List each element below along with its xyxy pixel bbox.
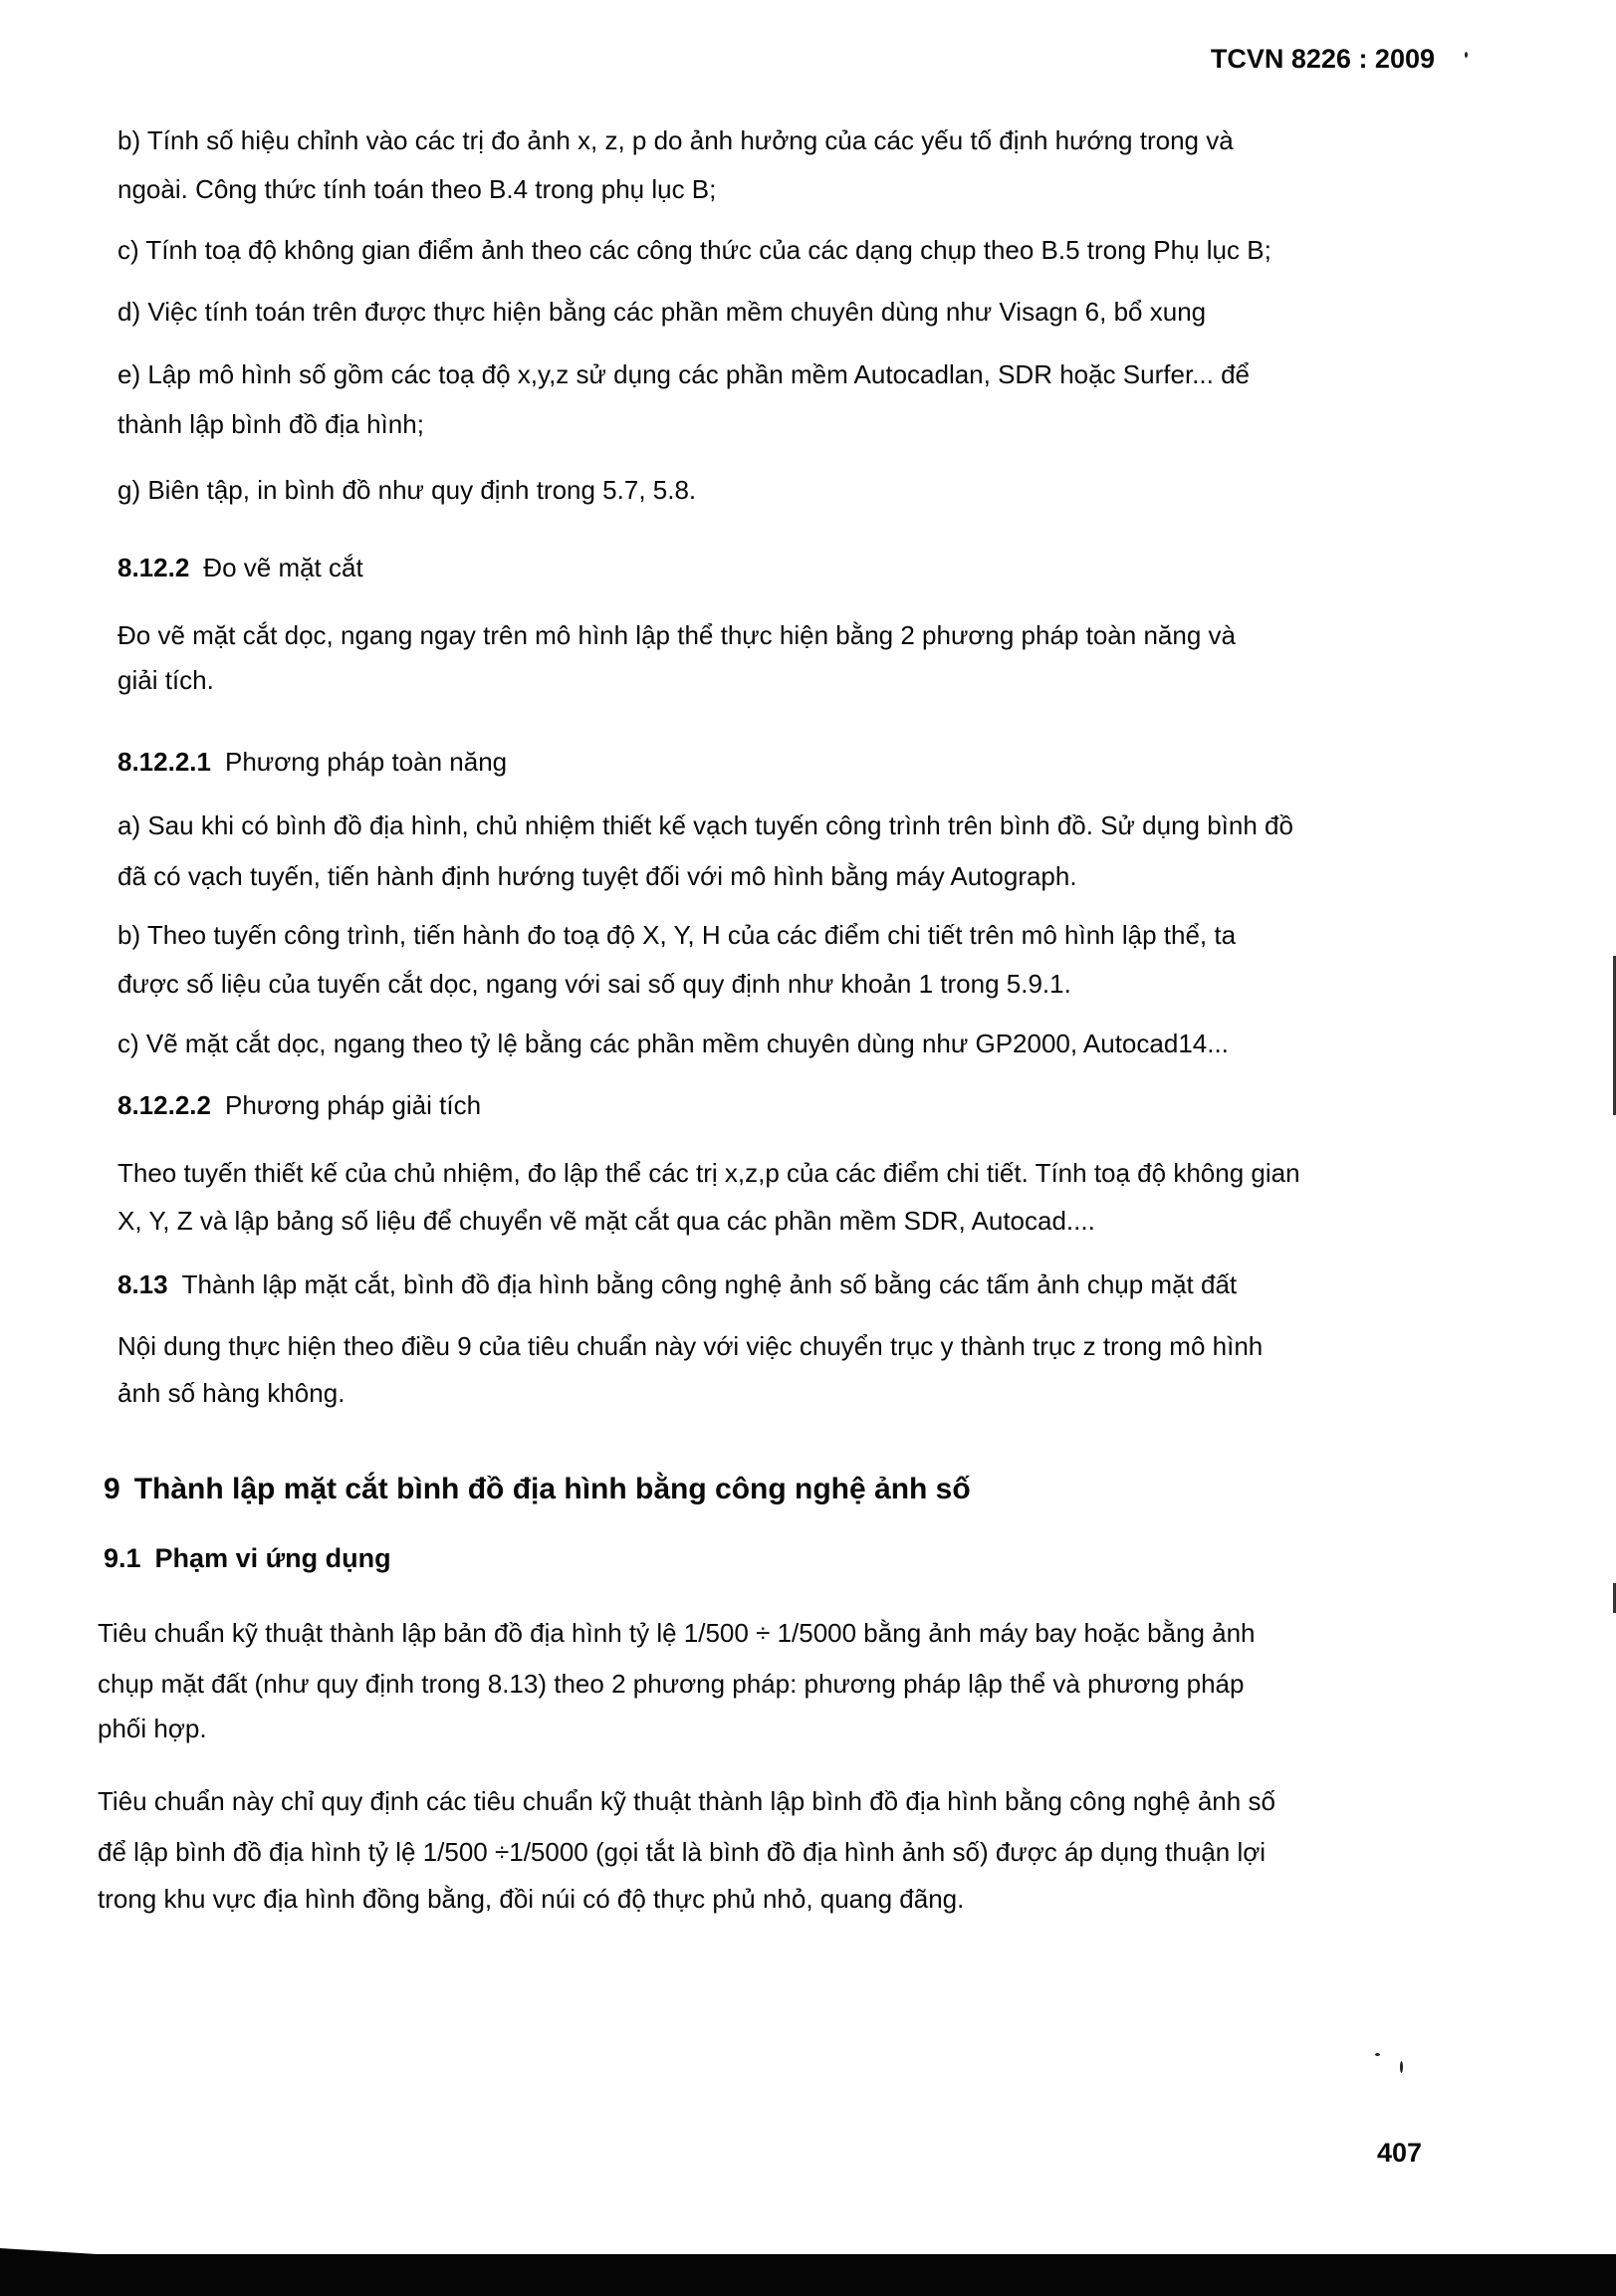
scan-shadow-bar [0,2254,1616,2296]
section-number: 8.12.2 [117,553,190,582]
paragraph-line: đã có vạch tuyến, tiến hành định hướng tuyệt đối với mô hình bằng máy Autograph. [117,861,1077,891]
paragraph-line: X, Y, Z và lập bảng số liệu để chuyển vẽ mặt cắt qua các phần mềm SDR, Autocad.... [117,1206,1095,1236]
section-heading-8-12-2 [117,553,363,582]
section-title: Thành lập mặt cắt bình đồ địa hình bằng công nghệ ảnh số [133,1473,971,1505]
scan-speck [1465,52,1468,58]
section-number: 9 [104,1473,120,1505]
section-heading-8-12-2-2 [117,1090,481,1120]
chapter-heading-9 [104,1475,971,1504]
paragraph-line: trong khu vực địa hình đồng bằng, đồi núi có độ thực phủ nhỏ, quang đãng. [98,1884,965,1914]
section-title: Thành lập mặt cắt, bình đồ địa hình bằng công nghệ ảnh số bằng các tấm ảnh chụp mặt đất [181,1269,1238,1299]
paragraph-line: để lập bình đồ địa hình tỷ lệ 1/500 ÷1/5000 (gọi tắt là bình đồ địa hình ảnh số) được áp dụng thuận lợi [98,1837,1267,1867]
section-title: Phương pháp toàn năng [224,747,508,777]
paragraph-line: phối hợp. [98,1714,207,1743]
section-heading-9-1 [104,1543,391,1573]
paragraph-line: Tiêu chuẩn này chỉ quy định các tiêu chuẩn kỹ thuật thành lập bình đồ địa hình bằng công nghệ ảnh số [98,1786,1275,1816]
paragraph-line: b) Theo tuyến công trình, tiến hành đo toạ độ X, Y, H của các điểm chi tiết trên mô hình lập thể, ta [117,920,1237,950]
section-heading-8-12-2-1 [117,747,507,777]
paragraph-line: được số liệu của tuyến cắt dọc, ngang với sai số quy định như khoản 1 trong 5.9.1. [117,969,1071,999]
section-heading-8-13 [117,1269,1237,1299]
section-title: Phạm vi ứng dụng [154,1543,391,1573]
paragraph-line: b) Tính số hiệu chỉnh vào các trị đo ảnh x, z, p do ảnh hưởng của các yếu tố định hướng trong và [117,125,1234,155]
standard-code-header: TCVN 8226 : 2009 [1210,44,1435,74]
paragraph-line: Đo vẽ mặt cắt dọc, ngang ngay trên mô hình lập thể thực hiện bằng 2 phương pháp toàn năng và [117,620,1236,650]
paragraph-line: Theo tuyến thiết kế của chủ nhiệm, đo lập thể các trị x,z,p của các điểm chi tiết. Tính toạ độ không gian [117,1158,1300,1188]
scan-speck [1375,2053,1380,2056]
scan-speck [1400,2061,1403,2073]
paragraph-line: thành lập bình đồ địa hình; [117,409,424,439]
paragraph-line: c) Vẽ mặt cắt dọc, ngang theo tỷ lệ bằng các phần mềm chuyên dùng như GP2000, Autocad14... [117,1029,1229,1058]
paragraph-line: a) Sau khi có bình đồ địa hình, chủ nhiệm thiết kế vạch tuyến công trình trên bình đồ. Sử dụng bình đồ [117,810,1293,840]
paragraph-line: d) Việc tính toán trên được thực hiện bằng các phần mềm chuyên dùng như Visagn 6, bổ xung [117,297,1207,327]
paragraph-line: chụp mặt đất (như quy định trong 8.13) theo 2 phương pháp: phương pháp lập thể và phương pháp [98,1669,1245,1699]
section-number: 8.12.2.2 [117,1090,211,1120]
section-number: 8.13 [117,1269,168,1299]
paragraph-line: g) Biên tập, in bình đồ như quy định trong 5.7, 5.8. [117,475,697,505]
paragraph-line: c) Tính toạ độ không gian điểm ảnh theo các công thức của các dạng chụp theo B.5 trong Phụ lục B; [117,235,1271,265]
section-number: 9.1 [104,1543,141,1573]
paragraph-line: giải tích. [117,665,214,695]
paragraph-line: ngoài. Công thức tính toán theo B.4 trong phụ lục B; [117,174,717,204]
paragraph-line: Tiêu chuẩn kỹ thuật thành lập bản đồ địa hình tỷ lệ 1/500 ÷ 1/5000 bằng ảnh máy bay hoặc bằng ảnh [98,1618,1256,1648]
paragraph-line: ảnh số hàng không. [117,1378,346,1408]
page-number: 407 [1377,2138,1423,2168]
paragraph-line: e) Lập mô hình số gồm các toạ độ x,y,z sử dụng các phần mềm Autocadlan, SDR hoặc Surfer... để [117,359,1250,389]
section-title: Đo vẽ mặt cắt [203,553,363,582]
section-title: Phương pháp giải tích [224,1090,482,1120]
paragraph-line: Nội dung thực hiện theo điều 9 của tiêu chuẩn này với việc chuyển trục y thành trục z trong mô hình [117,1331,1264,1361]
section-number: 8.12.2.1 [117,747,211,777]
